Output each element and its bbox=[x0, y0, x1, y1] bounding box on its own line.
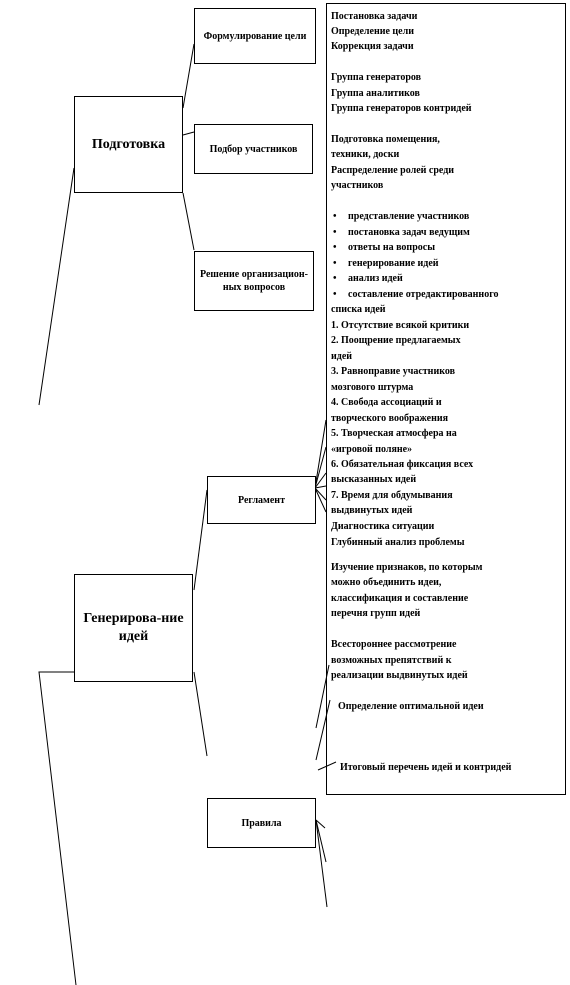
node-reshenie bbox=[194, 251, 314, 311]
panel-line: Группа генераторов bbox=[331, 72, 422, 83]
panel-line: мозгового штурма bbox=[331, 382, 414, 393]
panel-line: Группа аналитиков bbox=[331, 88, 420, 99]
panel-line: возможных препятствий к bbox=[331, 655, 452, 666]
panel-line: Постановка задачи bbox=[331, 11, 418, 22]
panel-line: 7. Время для обдумывания bbox=[331, 490, 453, 501]
panel-line: 4. Свобода ассоциаций и bbox=[331, 397, 442, 408]
panel-line: Итоговый перечень идей и контридей bbox=[340, 762, 512, 773]
panel-line: 1. Отсутствие всякой критики bbox=[331, 320, 470, 331]
panel-line: реализации выдвинутых идей bbox=[331, 670, 468, 681]
panel-line: генерирование идей bbox=[348, 258, 439, 269]
node-pravila bbox=[207, 798, 316, 848]
node-formulirovanie bbox=[194, 8, 316, 64]
panel-line: Изучение признаков, по которым bbox=[331, 562, 483, 573]
panel-line: Определение оптимальной идеи bbox=[338, 701, 484, 712]
panel-line: Диагностика ситуации bbox=[331, 521, 435, 532]
node-reglament-label: Регламент bbox=[238, 494, 285, 506]
node-reshenie-label: Решение организацион-ных вопросов bbox=[199, 269, 309, 293]
panel-line: идей bbox=[331, 351, 353, 362]
panel-line: Коррекция задачи bbox=[331, 41, 414, 52]
node-podgotovka-label: Подготовка bbox=[91, 136, 166, 152]
node-generirovanie bbox=[74, 574, 193, 682]
node-generirovanie-label: Генерирова-ние идей bbox=[83, 611, 184, 644]
panel-line: Глубинный анализ проблемы bbox=[331, 537, 465, 548]
panel-line: 5. Творческая атмосфера на bbox=[331, 428, 457, 439]
panel-line: выдвинутых идей bbox=[331, 505, 413, 516]
bullet-icon: • bbox=[333, 273, 337, 284]
panel-line: составление отредактированного bbox=[348, 289, 499, 300]
bullet-icon: • bbox=[333, 227, 337, 238]
panel-line: можно объединить идеи, bbox=[331, 577, 442, 588]
panel-line: постановка задач ведущим bbox=[348, 227, 470, 238]
node-pravila-label: Правила bbox=[241, 817, 282, 829]
panel-line: 6. Обязательная фиксация всех bbox=[331, 459, 474, 470]
panel-line: анализ идей bbox=[348, 273, 403, 284]
panel-line: Подготовка помещения, bbox=[331, 134, 440, 145]
panel-line: Распределение ролей среди bbox=[331, 165, 455, 176]
panel-line: ответы на вопросы bbox=[348, 242, 436, 253]
panel-line: перечня групп идей bbox=[331, 608, 421, 619]
bullet-icon: • bbox=[333, 242, 337, 253]
node-reglament bbox=[207, 476, 316, 524]
node-podbor bbox=[194, 124, 313, 174]
panel-line: представление участников bbox=[348, 211, 470, 222]
bullet-icon: • bbox=[333, 211, 337, 222]
panel-line: Группа генераторов контридей bbox=[331, 103, 472, 114]
bullet-icon: • bbox=[333, 289, 337, 300]
panel-line: Определение цели bbox=[331, 26, 414, 37]
node-podbor-label: Подбор участников bbox=[209, 143, 298, 155]
node-podgotovka bbox=[74, 96, 183, 193]
panel-line: высказанных идей bbox=[331, 474, 417, 485]
panel-line: списка идей bbox=[331, 304, 386, 315]
panel-line: 3. Равноправие участников bbox=[331, 366, 455, 377]
panel-line: творческого воображения bbox=[331, 413, 449, 424]
bullet-icon: • bbox=[333, 258, 337, 269]
panel-line: Всестороннее рассмотрение bbox=[331, 639, 457, 650]
panel-line: 2. Поощрение предлагаемых bbox=[331, 335, 461, 346]
panel-line: классификация и составление bbox=[331, 593, 469, 604]
panel-line: «игровой поляне» bbox=[331, 444, 413, 455]
panel-line: техники, доски bbox=[331, 149, 400, 160]
node-formulirovanie-label: Формулирование цели bbox=[203, 30, 307, 42]
panel-line: участников bbox=[331, 180, 384, 191]
